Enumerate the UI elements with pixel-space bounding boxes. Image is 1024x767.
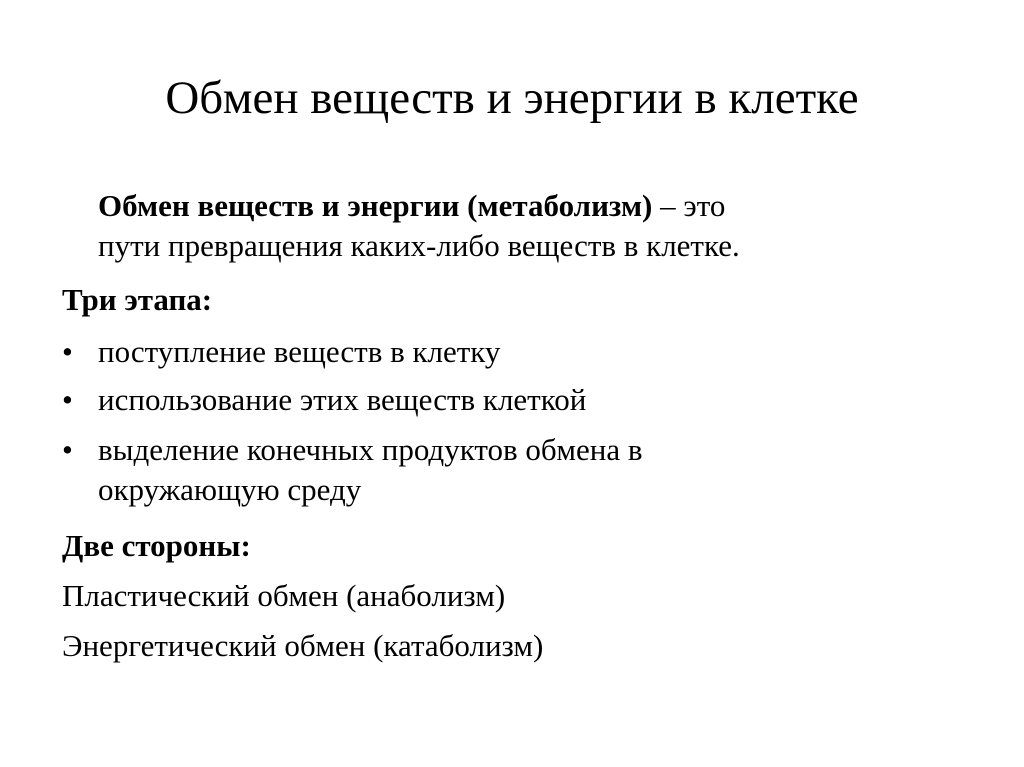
stage-item-line: использование этих веществ клеткой bbox=[98, 382, 587, 417]
stage-item-text bbox=[98, 332, 500, 372]
stage-item-line: выделение конечных продуктов обмена в bbox=[98, 432, 643, 467]
definition-dash: – это bbox=[652, 188, 726, 223]
stages-heading: Три этапа: bbox=[62, 282, 213, 317]
stage-item-line: окружающую среду bbox=[98, 472, 362, 507]
side-item-energy: Энергетический обмен (катаболизм) bbox=[62, 628, 544, 663]
definition-term: Обмен веществ и энергии (метаболизм) bbox=[98, 188, 653, 223]
stage-item-text bbox=[98, 380, 586, 420]
side-item-plastic: Пластический обмен (анаболизм) bbox=[62, 578, 506, 613]
definition-paragraph bbox=[98, 186, 918, 266]
definition-line-1 bbox=[98, 186, 918, 226]
bullet-icon: • bbox=[62, 382, 73, 417]
stage-item-text bbox=[98, 430, 642, 510]
stage-item-line: поступление веществ в клетку bbox=[98, 334, 501, 369]
sides-heading: Две стороны: bbox=[62, 528, 251, 563]
bullet-icon: • bbox=[62, 432, 73, 467]
bullet-icon: • bbox=[62, 334, 73, 369]
definition-line-2: пути превращения каких-либо веществ в клетке. bbox=[98, 228, 740, 263]
slide-title: Обмен веществ и энергии в клетке bbox=[165, 72, 859, 124]
